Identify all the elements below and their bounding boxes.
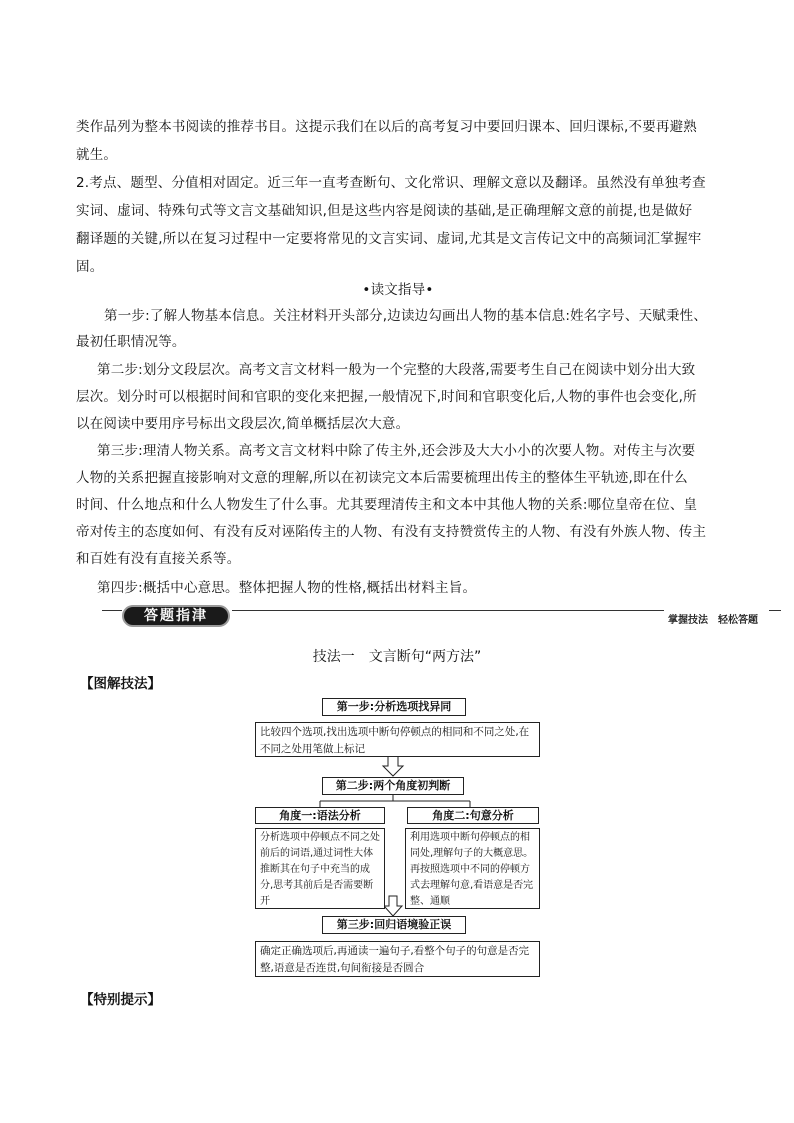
- guide-step1-line1: 第一步:了解人物基本信息。关注材料开头部分,边读边勾画出人物的基本信息:姓名字号、天赋秉性、: [104, 308, 708, 324]
- guide-step4-line1: 第四步:概括中心意思。整体把握人物的性格,概括出材料主旨。: [97, 580, 477, 596]
- intro-line-1: 类作品列为整本书阅读的推荐书目。这提示我们在以后的高考复习中要回归课本、回归课标,不要再避熟: [76, 119, 697, 135]
- guide-step3-line1: 第三步:理清人物关系。高考文言文材料中除了传主外,还会涉及大大小小的次要人物。对传主与次要: [97, 443, 696, 459]
- guide-step2-line2: 层次。划分时可以根据时间和官职的变化来把握,一般情况下,时间和官职变化后,人物的事件也会变化,所: [76, 389, 697, 405]
- intro-line-2: 就生。: [76, 147, 118, 163]
- guide-step3-line5: 和百姓有没有直接关系等。: [76, 551, 241, 567]
- diagram-label: 【图解技法】: [80, 676, 161, 692]
- intro-line-6: 固。: [76, 259, 104, 275]
- guide-step2-line3: 以在阅读中要用序号标出文段层次,简单概括层次大意。: [76, 416, 410, 432]
- guide-step2-line1: 第二步:划分文段层次。高考文言文材料一般为一个完整的大段落,需要考生自己在阅读中划分出大致: [97, 362, 696, 378]
- flow-angle1-body: 分析选项中停顿点不同之处前后的词语,通过词性大体推断其在句子中充当的成分,思考其前后是否需要断开: [255, 828, 385, 909]
- section-right-label: 掌握技法 轻松答题: [668, 615, 758, 626]
- guide-heading: •读文指导•: [362, 282, 434, 298]
- flow-angle1-head: 角度一:语法分析: [255, 807, 385, 824]
- method-title: 技法一 文言断句“两方法”: [312, 649, 482, 665]
- flow-step1-body: 比较四个选项,找出选项中断句停顿点的相同和不同之处,在不同之处用笔做上标记: [255, 722, 540, 757]
- guide-step1-line2: 最初任职情况等。: [76, 334, 186, 350]
- intro-line-5: 翻译题的关键,所以在复习过程中一定要将常见的文言实词、虚词,尤其是文言传记文中的高频词汇掌握牢: [76, 231, 702, 247]
- arrow-down-2: [384, 896, 402, 916]
- guide-step3-line4: 帝对传主的态度如何、有没有反对诬陷传主的人物、有没有支持赞赏传主的人物、有没有外族人物、传主: [76, 524, 707, 540]
- flow-step1-head: 第一步:分析选项找异同: [322, 698, 466, 716]
- flow-step3-body: 确定正确选项后,再通读一遍句子,看整个句子的句意是否完整,语意是否连贯,句间衔接是否圆合: [255, 941, 540, 977]
- flow-step3-head: 第三步:回归语境验正误: [322, 916, 466, 934]
- section-badge: 答题指津: [122, 605, 230, 627]
- flow-angle2-body: 利用选项中断句停顿点的相同处,理解句子的大概意思。再按照选项中不同的停顿方式去理解句意,看语意是否完整、通顺: [405, 828, 540, 909]
- intro-line-3: 2.考点、题型、分值相对固定。近三年一直考查断句、文化常识、理解文意以及翻译。虽然没有单独考查: [76, 175, 706, 191]
- tips-label: 【特别提示】: [80, 992, 161, 1008]
- arrow-down-1: [383, 756, 403, 776]
- guide-step3-line2: 人物的关系把握直接影响对文意的理解,所以在初读完文本后需要梳理出传主的整体生平轨迹,即在什么: [76, 470, 688, 486]
- flow-step2-head: 第二步:两个角度初判断: [322, 777, 464, 795]
- flow-angle2-head: 角度二:句意分析: [407, 807, 539, 824]
- intro-line-4: 实词、虚词、特殊句式等文言文基础知识,但是这些内容是阅读的基础,是正确理解文意的前提,也是做好: [76, 203, 693, 219]
- guide-step3-line3: 时间、什么地点和什么人物发生了什么事。尤其要理清传主和文本中其他人物的关系:哪位皇帝在位、皇: [76, 497, 698, 513]
